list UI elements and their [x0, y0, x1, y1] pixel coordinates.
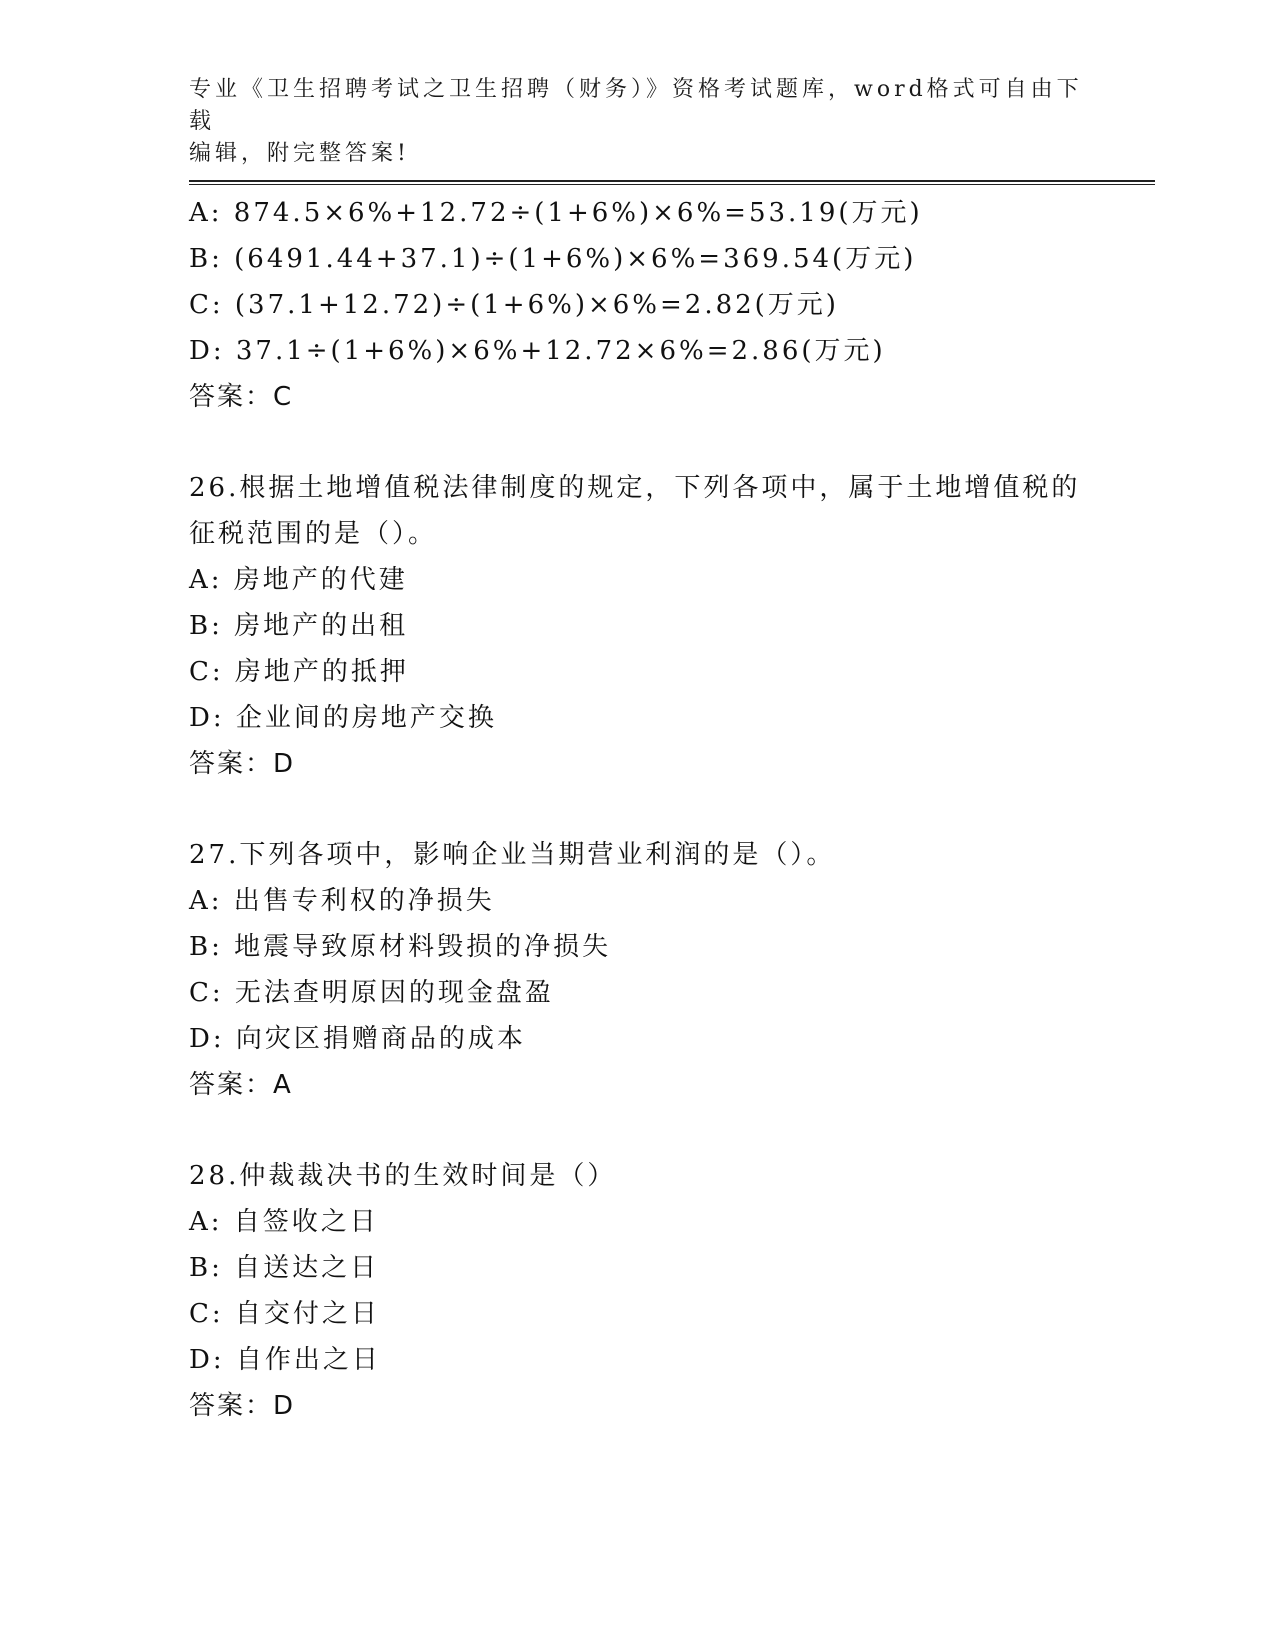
- option-d: D: 自作出之日: [189, 1345, 381, 1375]
- option-d: D: 向灾区捐赠商品的成本: [189, 1024, 526, 1054]
- header-divider-thick: [189, 180, 1155, 182]
- question-26: [189, 465, 1149, 787]
- option-a: A: 房地产的代建: [189, 565, 408, 595]
- option-b: B: 地震导致原材料毁损的净损失: [189, 932, 612, 962]
- answer-line: 答案：A: [189, 1070, 293, 1100]
- document-header: [189, 74, 1089, 170]
- option-d: D: 企业间的房地产交换: [189, 703, 497, 733]
- question-28: [189, 1153, 1149, 1429]
- question-stem: 28.仲裁裁决书的生效时间是（）: [189, 1161, 617, 1191]
- option-b: B: 房地产的出租: [189, 611, 409, 641]
- prev-question-block: [189, 190, 1149, 420]
- question-list: [189, 190, 1149, 1429]
- answer-line: 答案：D: [189, 1391, 296, 1421]
- option-b: B: 自送达之日: [189, 1253, 380, 1283]
- question-stem: 27.下列各项中，影响企业当期营业利润的是（）。: [189, 840, 836, 870]
- option-c: C: 自交付之日: [189, 1299, 380, 1329]
- option-c: C: 无法查明原因的现金盘盈: [189, 978, 554, 1008]
- option-c: C: (37.1+12.72)÷(1+6%)×6%=2.82(万元): [189, 290, 839, 320]
- option-b: B: (6491.44+37.1)÷(1+6%)×6%=369.54(万元): [189, 244, 917, 274]
- answer-line: 答案：D: [189, 749, 296, 779]
- header-line-1: 专业《卫生招聘考试之卫生招聘（财务）》资格考试题库，word格式可自由下载: [189, 77, 1083, 134]
- question-stem-cont: 征税范围的是（）。: [189, 519, 438, 549]
- option-a: A: 874.5×6%+12.72÷(1+6%)×6%=53.19(万元): [189, 198, 923, 228]
- question-27: [189, 832, 1149, 1108]
- answer-line: 答案：C: [189, 382, 294, 412]
- option-c: C: 房地产的抵押: [189, 657, 409, 687]
- option-a: A: 出售专利权的净损失: [189, 886, 495, 916]
- option-a: A: 自签收之日: [189, 1207, 379, 1237]
- header-line-2: 编辑，附完整答案!: [189, 141, 410, 166]
- question-stem: 26.根据土地增值税法律制度的规定，下列各项中，属于土地增值税的: [189, 473, 1081, 503]
- header-divider-thin: [189, 184, 1155, 185]
- option-d: D: 37.1÷(1+6%)×6%+12.72×6%=2.86(万元): [189, 336, 886, 366]
